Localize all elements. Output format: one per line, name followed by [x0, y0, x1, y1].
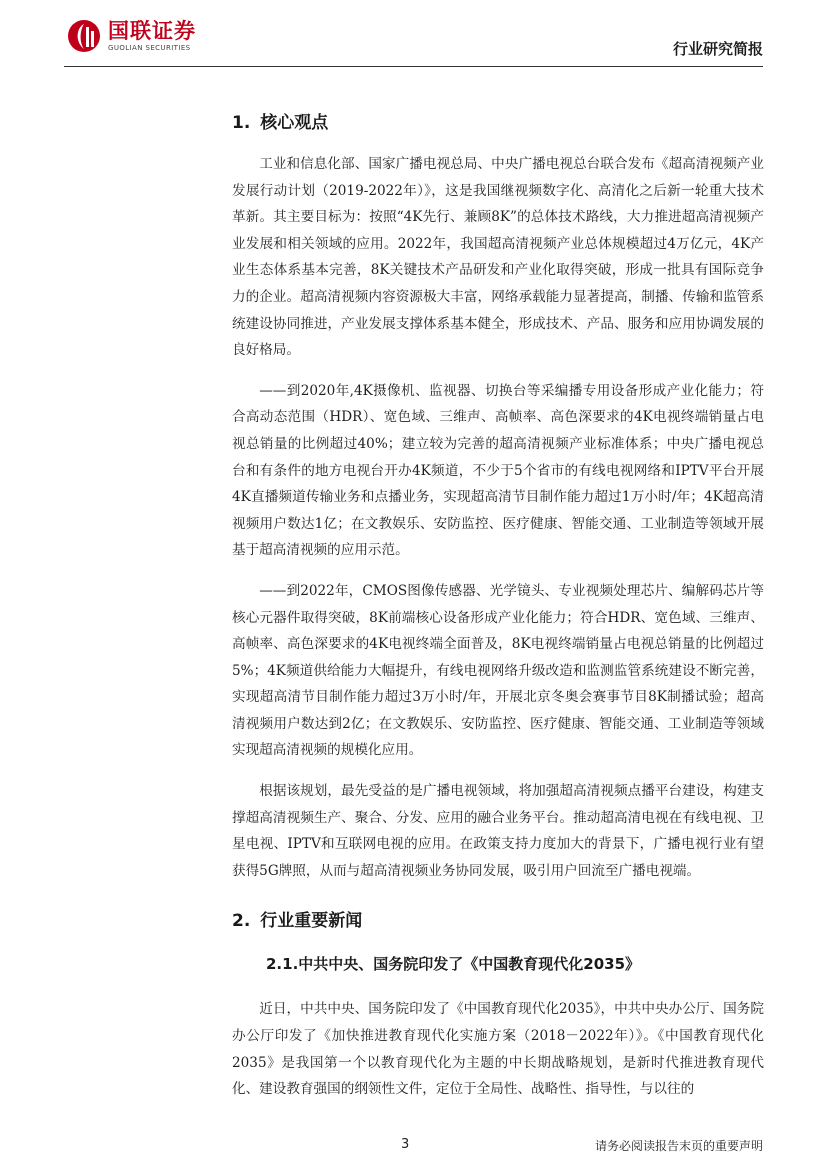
page-header [0, 0, 827, 70]
section-2-1-paragraph: 近日，中共中央、国务院印发了《中国教育现代化2035》，中共中央办公厅、国务院办公厅印发了《加快推进教育现代化实施方案（2018－2022年）》。《中国教育现代化2035》是我国第一个以教育现代化为主题的中长期战略规划，是新时代推进教育现代化、建设教育强国的纲领性文件，定位于全局性、战略性、指导性，与以往的 [232, 1001, 764, 1098]
page-body [232, 108, 764, 1103]
subsection-2-1-title: 中共中央、国务院印发了《中国教育现代化2035》 [298, 955, 641, 974]
section-2-heading [232, 906, 764, 931]
subsection-2-1-heading [266, 953, 764, 974]
logo-chinese-name: 国联证券 [108, 18, 196, 43]
section-1-number: 1. [232, 113, 251, 133]
section-2-number: 2. [232, 911, 251, 932]
section-1-heading [232, 108, 764, 133]
report-type-label: 行业研究简报 [672, 40, 763, 58]
section-1-title: 核心观点 [260, 113, 329, 133]
disclaimer-note: 请务必阅读报告末页的重要声明 [594, 1139, 763, 1153]
header-divider [64, 66, 763, 67]
section-2-title: 行业重要新闻 [260, 911, 363, 932]
subsection-2-1-number: 2.1. [266, 955, 299, 974]
section-1-paragraph: 工业和信息化部、国家广播电视总局、中央广播电视总台联合发布《超高清视频产业发展行动计划（2019-2022年）》，这是我国继视频数字化、高清化之后新一轮重大技术革新。其主要目标为：按照“4K先行、兼顾8K”的总体技术路线，大力推进超高清视频产业发展和相关领域的应用。2022年，我国超高清视频产业总体规模超过4万亿元，4K产业生态体系基本完善，8K关键技术产品研发和产业化取得突破，形成一批具有国际竞争力的企业。超高清视频内容资源极大丰富，网络承载能力显著提高，制播、传输和监管系统建设协同推进，产业发展支撑体系基本健全，形成技术、产品、服务和应用协调发展的良好格局。 [232, 156, 764, 359]
page-number: 3 [401, 1137, 410, 1152]
section-1-paragraph: ——到2020年,4K摄像机、监视器、切换台等采编播专用设备形成产业化能力；符合高动态范围（HDR）、宽色域、三维声、高帧率、高色深要求的4K电视终端销量占电视总销量的比例超过40%；建立较为完善的超高清视频产业标准体系；中央广播电视总台和有条件的地方电视台开办4K频道，不少于5个省市的有线电视网络和IPTV平台开展4K直播频道传输业务和点播业务，实现超高清节目制作能力超过1万小时/年；4K超高清视频用户数达1亿；在文教娱乐、安防监控、医疗健康、智能交通、工业制造等领域开展基于超高清视频的应用示范。 [232, 382, 764, 559]
guolian-logo-icon [66, 18, 102, 54]
brand-logo [66, 18, 196, 54]
logo-english-name: GUOLIAN SECURITIES [108, 43, 191, 52]
section-1-paragraph: ——到2022年，CMOS图像传感器、光学镜头、专业视频处理芯片、编解码芯片等核心元器件取得突破，8K前端核心设备形成产业化能力；符合HDR、宽色域、三维声、高帧率、高色深要求的4K电视终端全面普及，8K电视终端销量占电视总销量的比例超过5%；4K频道供给能力大幅提升，有线电视网络升级改造和监测监管系统建设不断完善，实现超高清节目制作能力超过3万小时/年，开展北京冬奥会赛事节目8K制播试验；超高清视频用户数达到2亿；在文教娱乐、安防监控、医疗健康、智能交通、工业制造等领域实现超高清视频的规模化应用。 [232, 582, 764, 759]
section-1-paragraph: 根据该规划，最先受益的是广播电视领域，将加强超高清视频点播平台建设，构建支撑超高清视频生产、聚合、分发、应用的融合业务平台。推动超高清电视在有线电视、卫星电视、IPTV和互联网电视的应用。在政策支持力度加大的背景下，广播电视行业有望获得5G牌照，从而与超高清视频业务协同发展，吸引用户回流至广播电视端。 [232, 783, 764, 879]
